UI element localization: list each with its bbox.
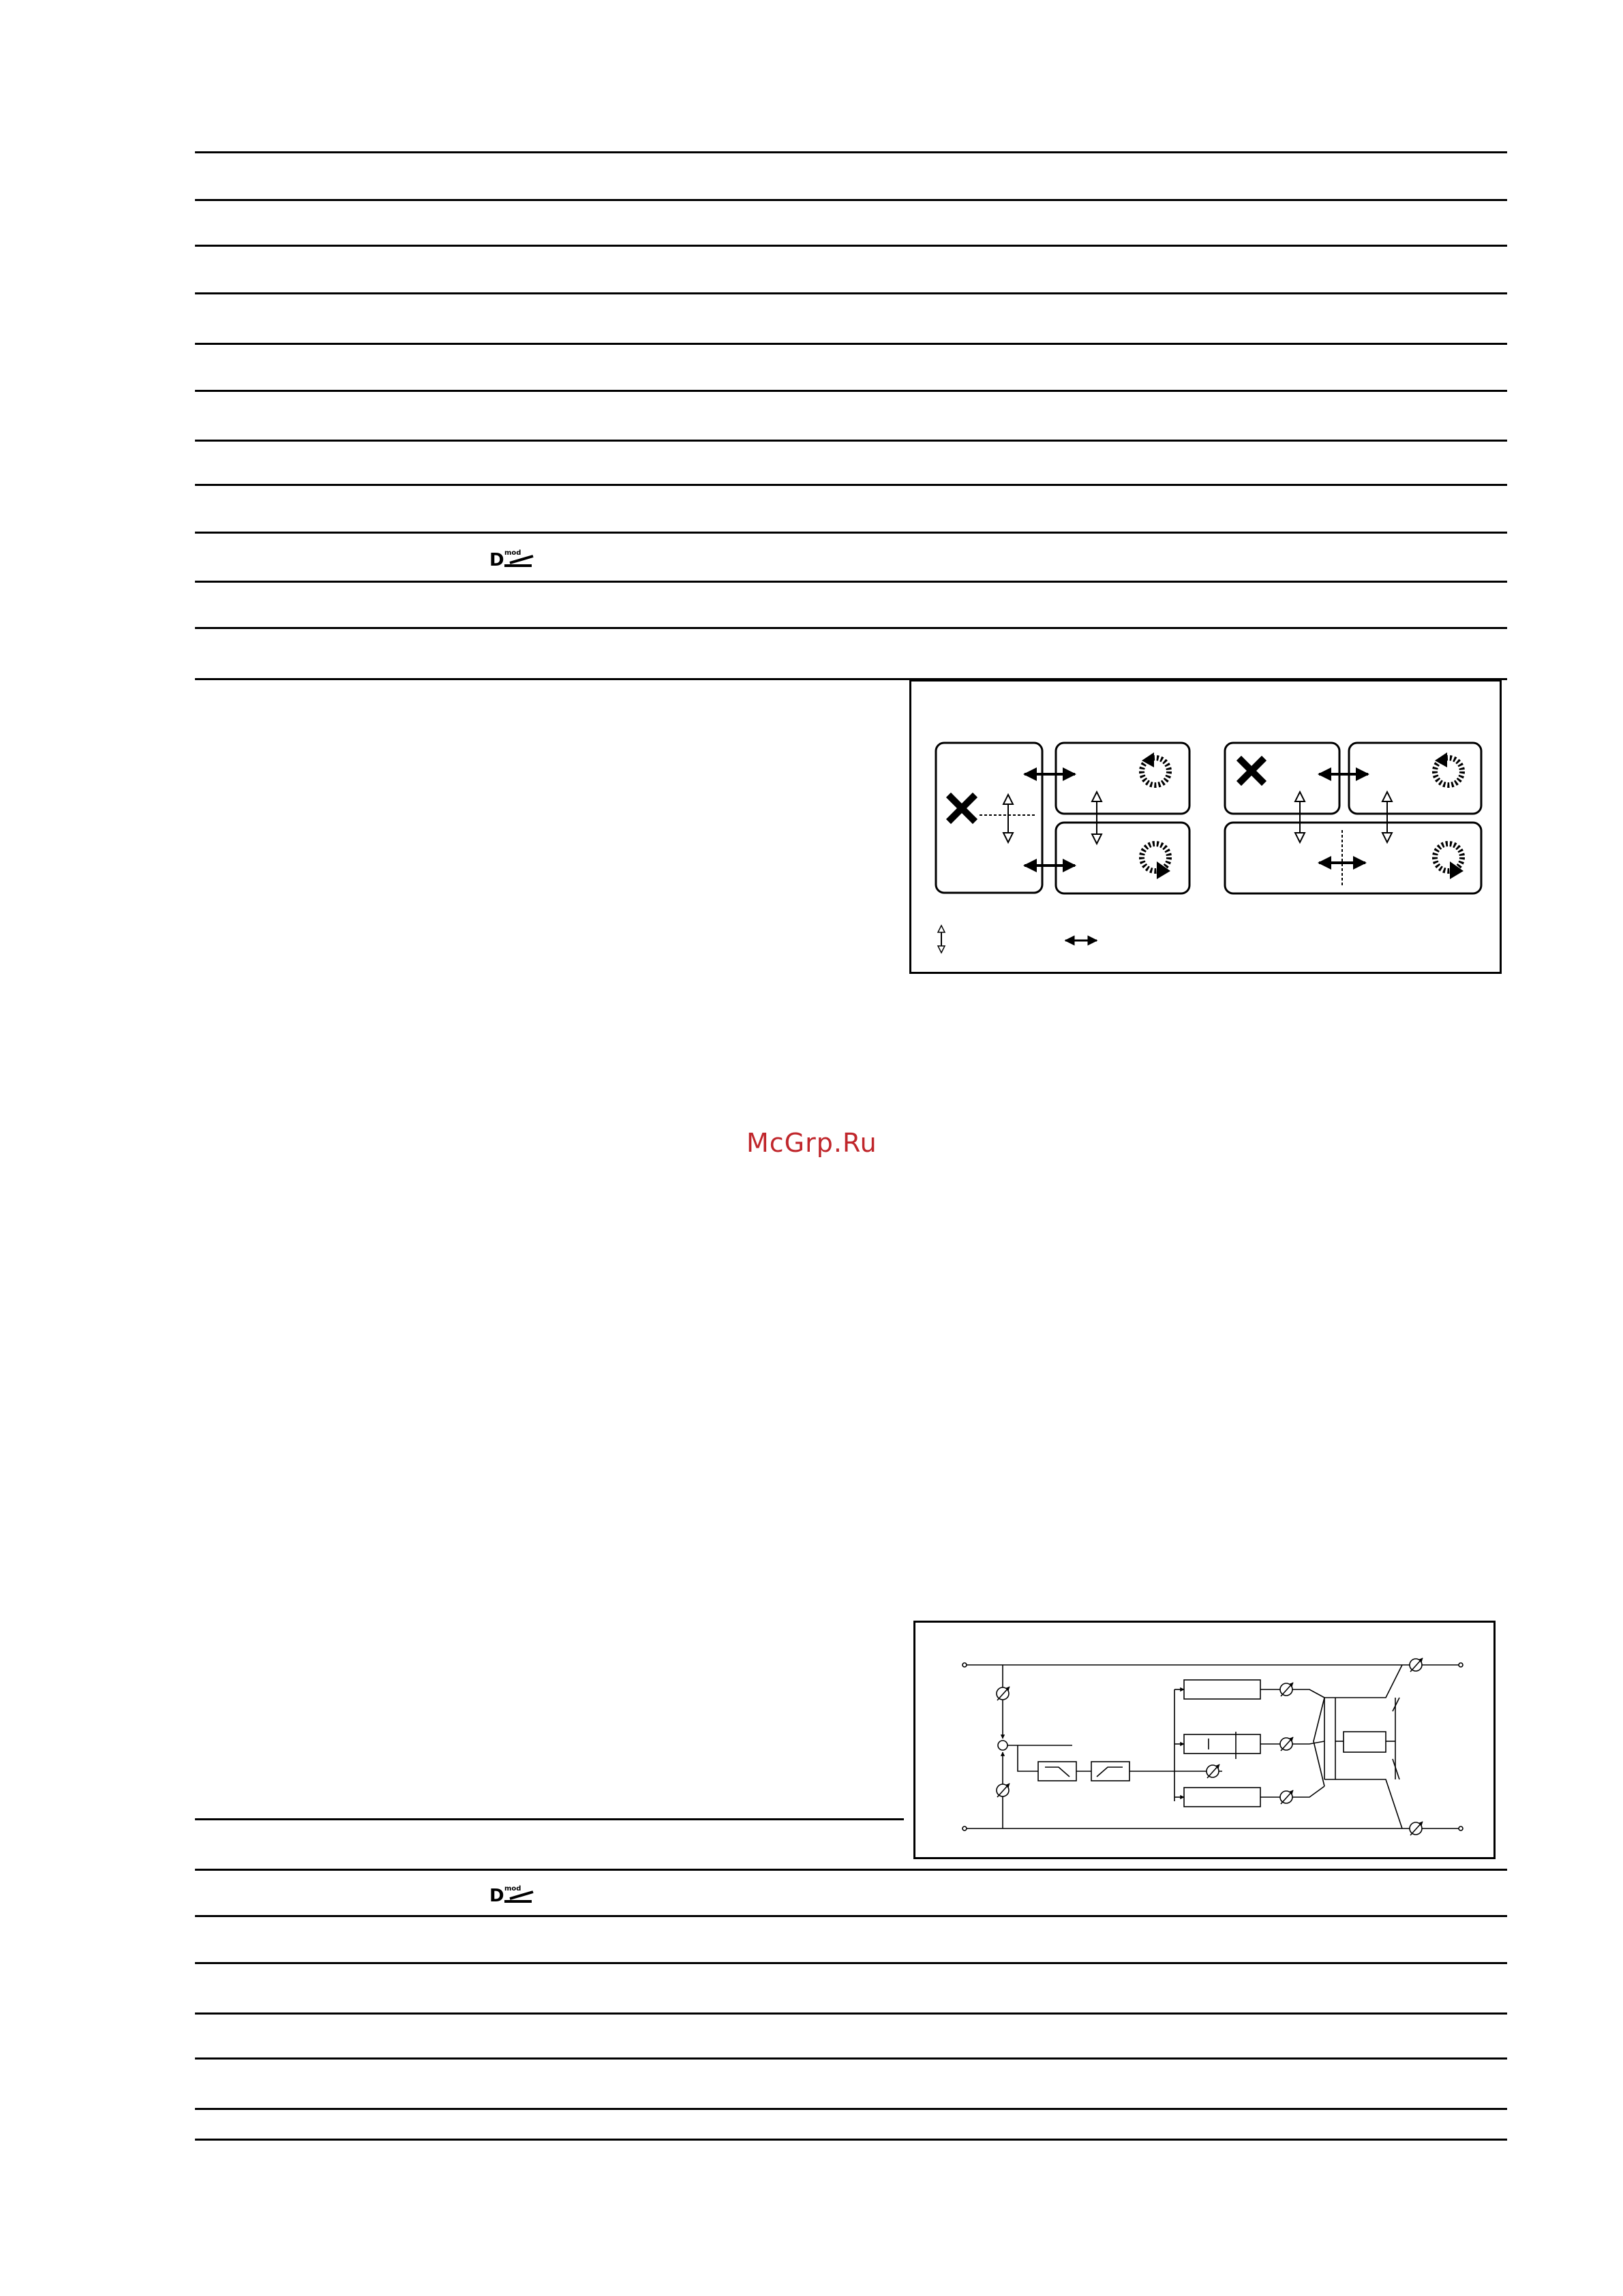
table-rule [195, 1869, 1507, 1871]
table-rule [195, 2057, 1507, 2060]
vertical-arrow-icon [1382, 792, 1392, 842]
table-rule [195, 343, 1507, 345]
watermark: McGrp.Ru [746, 1128, 877, 1158]
table-rule [195, 1962, 1507, 1964]
dmod-source-icon [489, 1882, 537, 1904]
rotation-counterclockwise-icon [1435, 752, 1462, 785]
svg-text:D: D [489, 550, 504, 568]
vertical-arrow-icon [1003, 795, 1013, 842]
dmod-source-icon [489, 547, 537, 568]
left-configuration [936, 743, 1189, 893]
table-rule [195, 2012, 1507, 2015]
level-knob-icon [997, 1687, 1010, 1700]
table-rule [195, 1818, 904, 1820]
svg-text:mod: mod [504, 549, 521, 557]
x-mark-icon [1241, 761, 1262, 781]
level-knob-icon [1410, 1822, 1423, 1835]
rotation-counterclockwise-icon [1142, 752, 1169, 785]
table-rule [195, 2139, 1507, 2141]
table-rule [195, 532, 1507, 534]
table-rule [195, 199, 1507, 201]
level-knob-icon [997, 1784, 1010, 1797]
table-rule [195, 581, 1507, 583]
svg-text:D: D [489, 1886, 504, 1904]
table-rule [195, 151, 1507, 153]
table-rule [195, 627, 1507, 629]
legend-vertical-arrow-icon [938, 925, 945, 953]
rotation-clockwise-icon [1435, 844, 1463, 879]
rotation-diagram [909, 679, 1502, 974]
block-diagram [913, 1621, 1496, 1859]
table-rule [195, 245, 1507, 247]
level-knob-icon [1280, 1790, 1293, 1804]
level-knob-icon [1207, 1764, 1219, 1778]
table-rule [195, 1915, 1507, 1917]
table-rule [195, 390, 1507, 392]
right-configuration [1225, 743, 1481, 893]
level-knob-icon [1410, 1658, 1423, 1672]
x-mark-icon [951, 797, 973, 819]
table-rule [195, 484, 1507, 486]
vertical-arrow-icon [1092, 792, 1102, 844]
level-knob-icon [1280, 1737, 1293, 1751]
vertical-arrow-icon [1295, 792, 1305, 842]
table-rule [195, 2108, 1507, 2110]
table-rule [195, 440, 1507, 442]
level-knob-icon [1280, 1683, 1293, 1696]
rotation-clockwise-icon [1142, 844, 1170, 879]
svg-text:mod: mod [504, 1885, 521, 1893]
table-rule [195, 292, 1507, 294]
